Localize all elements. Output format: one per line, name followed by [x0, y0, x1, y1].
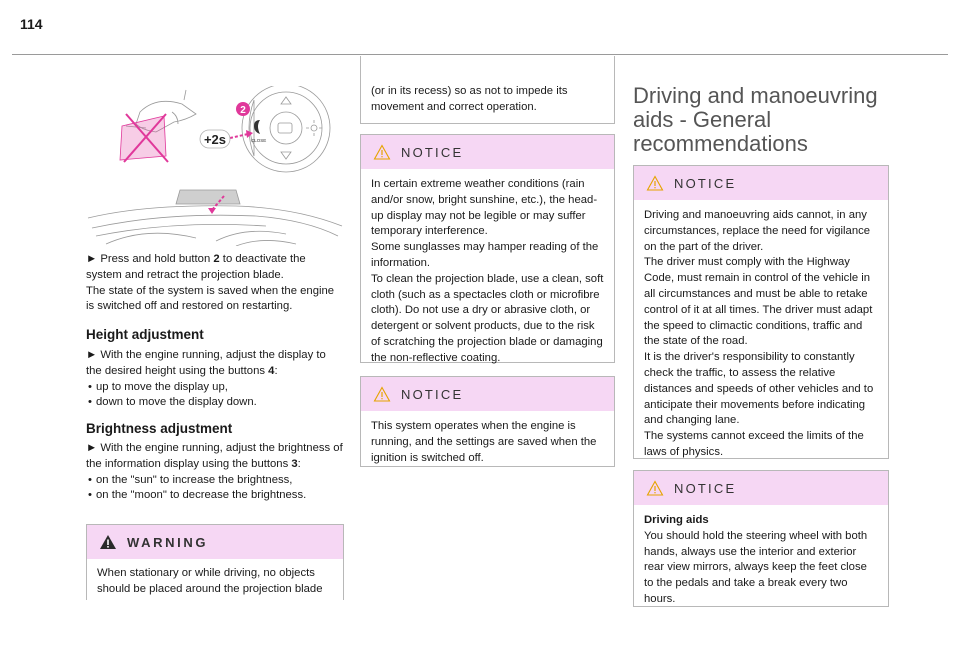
notice-text: Driving and manoeuvring aids cannot, in any circumstances, replace the need for vigilance on the part of the driver. The driver must comply with the Highway Code, must remain in control of the vehicle in all circumstances and must be able to retake control of it at all times. The driver must adapt the speed to climactic conditions, traffic and the state of the road. It is the driver's responsibility to constantly check the traffic, to assess the relative distances and speeds of other vehicles and to anticipate their movements before indicating and changing lane. The systems cannot exceed the limits of the laws of physics.: [644, 209, 874, 458]
notice-icon: [373, 144, 391, 160]
height-adjustment-section: [86, 348, 344, 411]
notice-box-4: [633, 470, 889, 607]
brightness-adjustment-section: [86, 441, 344, 504]
notice-subheading: Driving aids: [644, 514, 709, 526]
brightness-lead: ► With the engine running, adjust the brightness of the information display using the buttons 3:: [86, 442, 343, 470]
list-item: • down to move the display down.: [86, 395, 344, 411]
height-adjustment-heading: Height adjustment: [86, 327, 204, 342]
notice-text: This system operates when the engine is running, and the settings are saved when the ignition is switched off.: [371, 420, 597, 464]
brightness-adjustment-heading: Brightness adjustment: [86, 421, 233, 436]
section-title: Driving and manoeuvring aids - General recommendations: [633, 83, 878, 156]
callout-number: 2: [240, 105, 246, 116]
list-item: • on the "moon" to decrease the brightness.: [86, 488, 344, 504]
warning-label: WARNING: [127, 534, 209, 550]
warning-box: [86, 524, 344, 600]
notice-header: [361, 377, 614, 411]
warning-icon: [99, 534, 117, 550]
warning-text: When stationary or while driving, no objects should be placed around the projection blade: [97, 567, 323, 595]
notice-header: [634, 166, 888, 200]
notice-box-3: [633, 165, 889, 459]
notice-header: [634, 471, 888, 505]
svg-text:CLOSE: CLOSE: [251, 138, 267, 143]
list-item: • up to move the display up,: [86, 380, 344, 396]
notice-label: NOTICE: [674, 175, 737, 191]
header-rule: [12, 54, 948, 55]
deactivate-instruction: ► Press and hold button 2 to deactivate the system and retract the projection blade. The state of the system is saved when the engine is switched off and restored on restarting.: [86, 253, 335, 313]
notice-box-2: [360, 376, 615, 467]
press-duration-label: +2s: [203, 132, 227, 147]
continued-warning-box: [360, 56, 615, 124]
notice-box-1: [360, 134, 615, 363]
notice-label: NOTICE: [401, 144, 464, 160]
notice-header: [361, 135, 614, 169]
notice-icon: [646, 480, 664, 496]
notice-icon: [646, 175, 664, 191]
list-item: • on the "sun" to increase the brightness,: [86, 473, 344, 489]
height-lead: ► With the engine running, adjust the display to the desired height using the buttons 4:: [86, 349, 326, 377]
notice-icon: [373, 386, 391, 402]
warning-header: [87, 525, 343, 559]
page-number: 114: [20, 16, 43, 32]
notice-text: In certain extreme weather conditions (rain and/or snow, bright sunshine, etc.), the head-up display may not be legible or may suffer temporary interference. Some sunglasses may hamper reading of the information. To clean the projection blade, use a clean, soft cloth (such as a spectacles cloth or microfibre cloth). Do not use a dry or abrasive cloth, or detergent or solvent products, due to the risk of scratching the projection blade or damaging the non-reflective coating.: [371, 178, 604, 364]
notice-label: NOTICE: [401, 386, 464, 402]
head-up-display-illustration: [86, 86, 344, 246]
notice-text: Driving aids You should hold the steering wheel with both hands, always use the interior and exterior rear view mirrors, always keep the feet close to the pedals and take a break every two hours.: [634, 505, 888, 614]
continued-warning-text: (or in its recess) so as not to impede its movement and correct operation.: [371, 85, 568, 113]
notice-label: NOTICE: [674, 480, 737, 496]
